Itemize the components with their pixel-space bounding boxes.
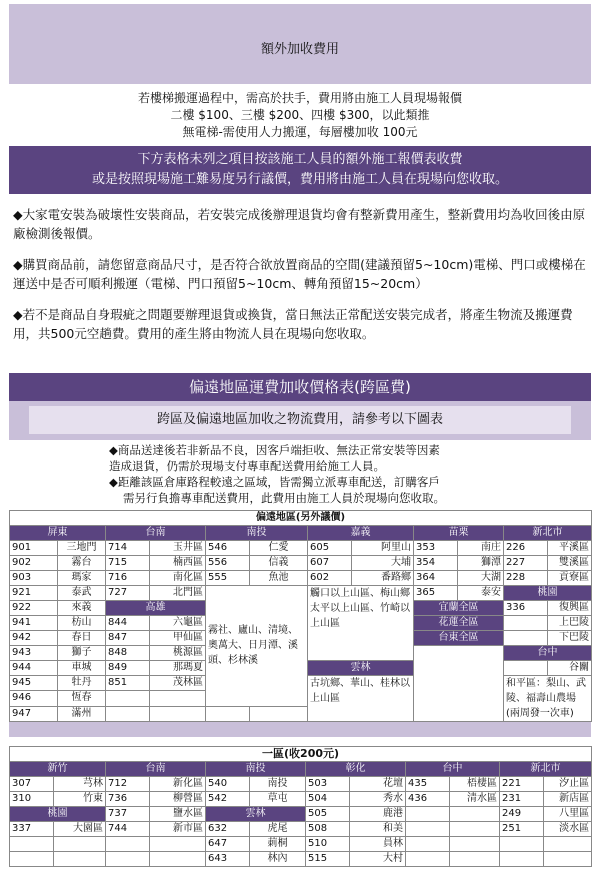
district: 三地門 (58, 541, 106, 556)
banner-line: 或是按照現場施工難易度另行議價，費用將由施工人員在現場向您收取。 (91, 172, 508, 187)
district: 虎尾 (250, 822, 306, 837)
region-header: 南投 (206, 762, 306, 777)
stair-fee-line: 若樓梯搬運過程中，需高於扶手，費用將由施工人員現場報價 (137, 91, 462, 105)
note-paragraph: ◆購買商品前，請您留意商品尺寸，是否符合欲放置商品的空間(建議預留5~10cm)電梯、門口或樓梯在運送中是否可順利搬運（電梯、門口預留5~10cm、轉角預留15~20cm） (13, 257, 586, 291)
nantou-note (206, 586, 308, 707)
region-header: 高雄 (106, 601, 206, 616)
zip-code: 851 (106, 676, 150, 691)
district: 新店區 (544, 792, 592, 807)
hualien-all: 花蓮全區 (414, 616, 504, 631)
zip-code: 221 (500, 777, 544, 792)
district: 復興區 (548, 601, 592, 616)
zip-code: 736 (106, 792, 150, 807)
district: 平溪區 (548, 541, 592, 556)
zip-code: 643 (206, 852, 250, 867)
zip-code: 647 (206, 837, 250, 852)
zip-code: 503 (306, 777, 350, 792)
district: 阿里山 (352, 541, 414, 556)
district: 柳營區 (150, 792, 206, 807)
district: 泰武 (58, 586, 106, 601)
zip-code: 337 (10, 822, 54, 837)
district: 南庄 (458, 541, 504, 556)
nantou-note-text: 霧社、廬山、清境、奧萬大、日月潭、溪頭、杉林溪 (208, 625, 298, 667)
taichung-note-schedule: (兩周發一次車) (506, 708, 574, 719)
region-header: 屏東 (10, 526, 106, 541)
zip-code: 546 (206, 541, 250, 556)
region-header: 苗栗 (414, 526, 504, 541)
region-header: 嘉義 (308, 526, 414, 541)
region-header: 台南 (106, 762, 206, 777)
zip-code: 605 (308, 541, 352, 556)
remote-subtitle: 跨區及偏遠地區加收之物流費用，請參考以下圖表 (29, 406, 571, 434)
district: 南化區 (150, 571, 206, 586)
district: 竹東 (54, 792, 106, 807)
taichung-note-text: 和平區：梨山、武陵、福壽山農場 (506, 678, 586, 704)
zip-code: 307 (10, 777, 54, 792)
district: 六龜區 (150, 616, 206, 631)
district: 牡丹 (58, 676, 106, 691)
yunlin-note-text: 古坑鄉、華山、桂林以上山區 (310, 678, 410, 704)
district: 花壇 (350, 777, 406, 792)
district: 秀水 (350, 792, 406, 807)
district: 桃源區 (150, 646, 206, 661)
chiayi-note (308, 586, 414, 661)
zip-code: 902 (10, 556, 58, 571)
extra-fee-title-box (9, 4, 591, 84)
district: 雙溪區 (548, 556, 592, 571)
zip-code: 847 (106, 631, 150, 646)
district: 魚池 (250, 571, 308, 586)
district: 泰安 (458, 586, 504, 601)
district: 淡水區 (544, 822, 592, 837)
zip-code: 542 (206, 792, 250, 807)
zip-code: 714 (106, 541, 150, 556)
zip-code: 226 (504, 541, 548, 556)
district: 上巴陵 (548, 616, 592, 631)
district: 信義 (250, 556, 308, 571)
zip-code: 231 (500, 792, 544, 807)
zip-code: 737 (106, 807, 150, 822)
remote-table (9, 510, 592, 722)
remote-table-title: 偏遠地區(另外議價) (10, 511, 592, 526)
district: 獅潭 (458, 556, 504, 571)
region-header: 桃園 (10, 807, 106, 822)
region-header: 台南 (106, 526, 206, 541)
region-header: 新竹 (10, 762, 106, 777)
region-header: 台中 (406, 762, 500, 777)
district: 霧台 (58, 556, 106, 571)
zip-code: 228 (504, 571, 548, 586)
remote-note-line: 需另行負擔專車配送費用，此費用由施工人員於現場向您收取。 (123, 491, 445, 505)
zip-code: 712 (106, 777, 150, 792)
district: 大園區 (54, 822, 106, 837)
district: 新市區 (150, 822, 206, 837)
banner-line: 下方表格未列之項目按該施工人員的額外施工報價表收費 (137, 152, 463, 167)
zip-code: 602 (308, 571, 352, 586)
zip-code: 515 (306, 852, 350, 867)
zip-code: 901 (10, 541, 58, 556)
district: 滿州 (58, 706, 106, 721)
district: 楠西區 (150, 556, 206, 571)
region-header: 台中 (504, 646, 592, 661)
zip-code: 310 (10, 792, 54, 807)
remote-note-line: ◆距離該區倉庫路程較遠之區域，皆需獨立派專車配送，訂購客戶 (109, 475, 440, 489)
district: 獅子 (58, 646, 106, 661)
district: 新化區 (150, 777, 206, 792)
district: 番路鄉 (352, 571, 414, 586)
district: 芎林 (54, 777, 106, 792)
district: 南投 (250, 777, 306, 792)
zip-code: 844 (106, 616, 150, 631)
zip-code: 436 (406, 792, 450, 807)
zip-code: 744 (106, 822, 150, 837)
zone1-section (9, 746, 591, 872)
zip-code: 508 (306, 822, 350, 837)
zip-code: 556 (206, 556, 250, 571)
extra-fee-notes (9, 205, 591, 355)
district: 鹽水區 (150, 807, 206, 822)
remote-note-line: 造成退貨，仍需於現場支付專車配送費用給施工人員。 (109, 459, 385, 473)
region-header: 新北市 (504, 526, 592, 541)
zone1-title: 一區(收200元) (10, 747, 592, 762)
remote-section (9, 373, 591, 737)
region-header: 桃園 (504, 586, 592, 601)
zip-code: 632 (206, 822, 250, 837)
zip-code: 336 (504, 601, 548, 616)
district: 北門區 (150, 586, 206, 601)
zip-code: 903 (10, 571, 58, 586)
district: 下巴陵 (548, 631, 592, 646)
district: 玉井區 (150, 541, 206, 556)
extra-fee-banner (9, 146, 591, 194)
zip-code: 715 (106, 556, 150, 571)
zip-code: 505 (306, 807, 350, 822)
zip-code: 942 (10, 631, 58, 646)
remote-note-line: ◆商品送達後若非新品不良，因客戶端拒收、無法正常安裝等因素 (109, 443, 440, 457)
district: 梧棲區 (450, 777, 500, 792)
region-header: 彰化 (306, 762, 406, 777)
district: 枋山 (58, 616, 106, 631)
zip-code: 365 (414, 586, 458, 601)
district: 來義 (58, 601, 106, 616)
zip-code: 227 (504, 556, 548, 571)
district: 林內 (250, 852, 306, 867)
yunlin-note (308, 676, 414, 722)
district: 鹿港 (350, 807, 406, 822)
yilan-all: 宜蘭全區 (414, 601, 504, 616)
district: 清水區 (450, 792, 500, 807)
region-header: 南投 (206, 526, 308, 541)
chiayi-note-text: 觸口以上山區、梅山鄉太平以上山區、竹崎以上山區 (310, 588, 410, 629)
district: 仁愛 (250, 541, 308, 556)
district: 草屯 (250, 792, 306, 807)
zip-code: 510 (306, 837, 350, 852)
zip-code: 353 (414, 541, 458, 556)
extra-fee-title: 額外加收費用 (260, 42, 339, 57)
zip-code: 849 (106, 661, 150, 676)
stair-fee-line: 無電梯-需使用人力搬運，每層樓加收 100元 (182, 125, 418, 139)
district: 大湖 (458, 571, 504, 586)
zip-code: 848 (106, 646, 150, 661)
zip-code: 716 (106, 571, 150, 586)
district: 莿桐 (250, 837, 306, 852)
zip-code: 945 (10, 676, 58, 691)
district: 車城 (58, 661, 106, 676)
zip-code: 251 (500, 822, 544, 837)
stair-fee-text (9, 88, 591, 144)
taichung-note (504, 676, 592, 722)
stair-fee-line: 二樓 $100、三樓 $200、四樓 $300，以此類推 (170, 108, 430, 122)
region-header: 新北市 (500, 762, 592, 777)
region-header: 雲林 (206, 807, 306, 822)
district: 大村 (350, 852, 406, 867)
zip-code: 943 (10, 646, 58, 661)
district: 春日 (58, 631, 106, 646)
zip-code: 946 (10, 691, 58, 706)
zip-code: 921 (10, 586, 58, 601)
zip-code: 941 (10, 616, 58, 631)
note-paragraph: ◆大家電安裝為破壞性安裝商品，若安裝完成後辦理退貨均會有整新費用產生，整新費用均為收回後由原廠檢測後報價。 (13, 207, 586, 241)
district: 甲仙區 (150, 631, 206, 646)
taitung-all: 台東全區 (414, 631, 504, 646)
region-header: 雲林 (308, 661, 414, 676)
zip-code: 435 (406, 777, 450, 792)
district: 汐止區 (544, 777, 592, 792)
zip-code: 555 (206, 571, 250, 586)
district: 貢寮區 (548, 571, 592, 586)
zone1-table (9, 746, 592, 867)
district: 那瑪夏 (150, 661, 206, 676)
zip-code: 727 (106, 586, 150, 601)
note-paragraph: ◆若不是商品自身瑕疵之問題要辦理退貨或換貨，當日無法正常配送安裝完成者，將產生物流及搬運費用，共500元空趟費。費用的產生將由物流人員在現場向您收取。 (13, 307, 573, 341)
zip-code: 249 (500, 807, 544, 822)
zip-code: 364 (414, 571, 458, 586)
district: 和美 (350, 822, 406, 837)
district: 大埔 (352, 556, 414, 571)
zip-code: 944 (10, 661, 58, 676)
zip-code: 504 (306, 792, 350, 807)
zip-code: 922 (10, 601, 58, 616)
district: 恆春 (58, 691, 106, 706)
zip-code: 607 (308, 556, 352, 571)
district: 員林 (350, 837, 406, 852)
zip-code: 540 (206, 777, 250, 792)
remote-notes (9, 440, 591, 510)
district: 谷關 (548, 661, 592, 676)
district: 八里區 (544, 807, 592, 822)
zip-code: 354 (414, 556, 458, 571)
remote-title: 偏遠地區運費加收價格表(跨區費) (9, 373, 591, 401)
district: 瑪家 (58, 571, 106, 586)
district: 茂林區 (150, 676, 206, 691)
zip-code: 947 (10, 706, 58, 721)
